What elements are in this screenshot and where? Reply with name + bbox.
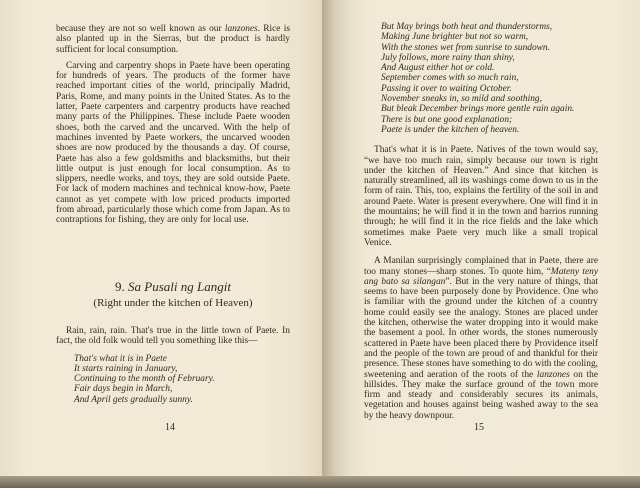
verse-line: Paete is under the kitchen of heaven.	[381, 124, 520, 135]
verse-line: July follows, more rainy than shiny,	[381, 52, 515, 63]
page-number: 14	[165, 422, 175, 433]
verse-line: Continuing to the month of February.	[74, 374, 215, 385]
verse	[381, 22, 598, 135]
verse-line: But bleak December brings more gentle rain again.	[381, 104, 575, 115]
verse-line: But May brings both heat and thunderstorms,	[381, 22, 553, 32]
left-page-body-2	[56, 326, 290, 405]
paragraph: because they are not so well known as our lanzones. Rice is also planted up in the Sierras, but the product is hardly sufficient for local consumption.	[56, 24, 290, 55]
verse	[74, 354, 290, 405]
left-page-body	[56, 24, 290, 226]
right-page-body	[364, 22, 598, 421]
left-page	[0, 0, 322, 478]
chapter-subtitle: (Right under the kitchen of Heaven)	[93, 297, 253, 310]
verse-line: There is but one good explanation;	[381, 114, 513, 125]
verse-line: September comes with so much rain,	[381, 73, 519, 84]
paragraph: That's what it is in Paete. Natives of the town would say, “we have too much rain, simply because our town is right under the kitchen of Heaven.” And since that kitchen is naturally streamlined, all its washings come down to us in the form of rain. This, too, explains the fertility of the soil in and around Paete. Water is present everywhere. One will find it in the mountains; he will find it in the town and barrios running through; he will find it in the rice fields and the lake which sometimes make Paete very much like a small tropical Venice.	[364, 145, 598, 248]
verse-line: November sneaks in, so mild and soothing,	[381, 94, 542, 105]
paragraph: Rain, rain, rain. That's true in the little town of Paete. In fact, the old folk would tell you something like this—	[56, 326, 290, 347]
verse-line: Fair days begin in March,	[74, 384, 173, 395]
verse-line: That's what it is in Paete	[74, 353, 167, 364]
verse-line: It starts raining in January,	[74, 363, 178, 374]
verse-line: And April gets gradually sunny.	[74, 394, 193, 405]
chapter-heading	[56, 279, 290, 310]
verse-line: And August either hot or cold.	[381, 63, 495, 74]
page-number: 15	[474, 422, 484, 433]
paragraph: Carving and carpentry shops in Paete have been operating for hundreds of years. The products of the former have reached important cities of the world, principally Madrid, Paris, Rome, and many points in the United States. As to the latter, Paete carpenters and carpentry products have reached many parts of the Philippines. These include Paete wooden shoes, both the carved and the uncarved. With the help of machines invented by Paete workers, the uncarved wooden shoes are now produced by the thousands a day. Of course, Paete has also a few goldsmiths and blacksmiths, but their little output is just enough for local consumption. As to slippers, needle works, and toys, they are sold outside Paete. For lack of modern machines and technical know-how, Paete cannot as yet compete with low priced products imported from abroad, particularly those which come from Japan. As to contraptions for fishing, they are only for local use.	[56, 60, 290, 226]
right-page	[322, 0, 640, 478]
page-edge-shadow	[0, 476, 640, 488]
verse-line: With the stones wet from sunrise to sundown.	[381, 42, 550, 53]
chapter-title: 9. Sa Pusali ng Langit	[115, 279, 231, 294]
verse-line: Passing it over to waiting October.	[381, 83, 512, 94]
verse-line: Making June brighter but not so warm,	[381, 32, 529, 43]
paragraph: A Manilan surprisingly complained that in Paete, there are too many stones—sharp stones. To quote him, “Mateny teny ang bato sa silangan”. But in the very nature of things, that seems to have been purposely done by Providence. One who is familiar with the ground under the kitchen of a country home could easily see the analogy. Stones are placed under the kitchen, otherwise the water dropping into it would make the basement a pool. In other words, the stones numerously scattered in Paete have been placed there by Providence itself and the people of the town are proud of and thankful for their presence. These stones have something to do with the cooling, sweetening and aeration of the roots of the lanzones on the hillsides. They make the surface ground of the town more firm and steady and considerably secures its animals, vegetation and houses against being washed away to the sea by the heavy downpour.	[364, 256, 598, 421]
